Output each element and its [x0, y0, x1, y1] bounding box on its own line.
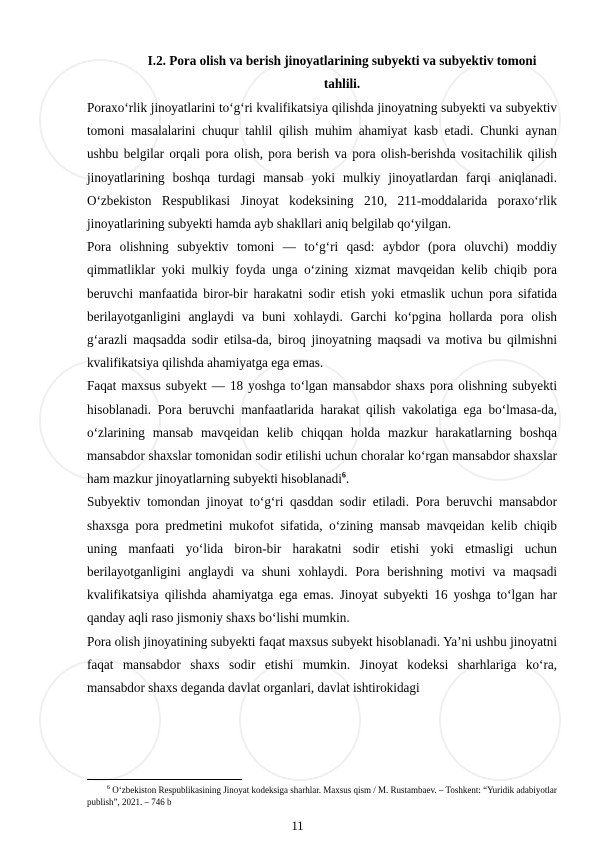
footnote-number: 6 [107, 785, 110, 791]
document-body [87, 50, 557, 699]
paragraph-5: Pora olish jinoyatining subyekti faqat maxsus subyekt hisoblanadi. Ya’ni ushbu jinoyatni faqat mansabdor shaxs sodir etishi mumkin. Jinoyat kodeksi sharhlariga ko‘ra, mansabdor shaxs deganda davlat organlari, davlat ishtirokidagi [87, 633, 557, 696]
footnote-text: O‘zbekiston Respublikasining Jinoyat kodeksiga sharhlar. Maxsus qism / M. Rustambaev. – Toshkent: “Yuridik adabiyotlar publish”, 2021. – 746 b [87, 785, 557, 807]
footnote-reference[interactable]: 6 [341, 470, 346, 480]
section-heading-line-2: tahlili. [323, 75, 361, 91]
paragraph-1: Poraxo‘rlik jinoyatlarini to‘g‘ri kvalifikatsiya qilishda jinoyatning subyekti va subyektiv tomoni masalalarini chuqur tahlil qilish muhim ahamiyat kasb etadi. Chunki aynan ushbu belgilar orqali pora olish, pora berish va pora olish-berishda vositachilik qilish jinoyatlarining boshqa turdagi mansab yoki mulkiy jinoyatlardan farqi aniqlanadi. O‘zbekiston Respublikasi Jinoyat kodeksining 210, 211-moddalarida poraxo‘rlik jinoyatlarining subyekti hamda ayb shakllari aniq belgilab qo‘yilgan. [87, 100, 557, 232]
page-number: 11 [291, 819, 304, 833]
paragraph-4: Subyektiv tomondan jinoyat to‘g‘ri qasddan sodir etiladi. Pora beruvchi mansabdor shaxsga pora predmetini mukofot sifatida, o‘zining mansab mavqeidan kelib chiqib uning manfaati yo‘lida biron-bir harakatni sodir etishi yoki etmasligi uchun berilayotganligini anglaydi va shuni xohlaydi. Pora berishning motivi va maqsadi kvalifikatsiya qilishda ahamiyatga ega emas. Jinoyat subyekti 16 yoshga to‘lgan har qanday aqli raso jismoniy shaxs bo‘lishi mumkin. [87, 494, 557, 626]
section-heading-line-1: I.2. Pora olish va berish jinoyatlarining subyekti va subyektiv tomoni [147, 53, 537, 68]
paragraph-3: Faqat maxsus subyekt — 18 yoshga to‘lgan mansabdor shaxs pora olishning subyekti hisoblanadi. Pora beruvchi manfaatlarida harakat qilish vakolatiga ega bo‘lmasa-da, o‘zlarining mansab mavqeidan kelib chiqqan holda mazkur harakatlarning boshqa mansabdor shaxslar tomonidan sodir etilishi uchun choralar ko‘rgan mansabdor shaxslar ham mazkur jinoyatlarning subyekti hisoblanadi$^6$. [87, 378, 557, 487]
section-heading [87, 50, 557, 95]
paragraph-2: Pora olishning subyektiv tomoni — to‘g‘ri qasd: aybdor (pora oluvchi) moddiy qimmatliklar yoki mulkiy foyda unga o‘zining xizmat mavqeidan kelib chiqib pora beruvchi manfaatida biror-bir harakatni sodir etish yoki etmaslik uchun pora sifatida berilayotganligini anglaydi va buni xohlaydi. Garchi ko‘pgina hollarda pora olish g‘arazli maqsadda sodir etilsa-da, biroq jinoyatning maqsadi va motiva bu qilmishni kvalifikatsiya qilishda ahamiyatga ega emas. [87, 239, 557, 371]
footnote-divider [87, 779, 242, 780]
footnote [87, 782, 557, 808]
